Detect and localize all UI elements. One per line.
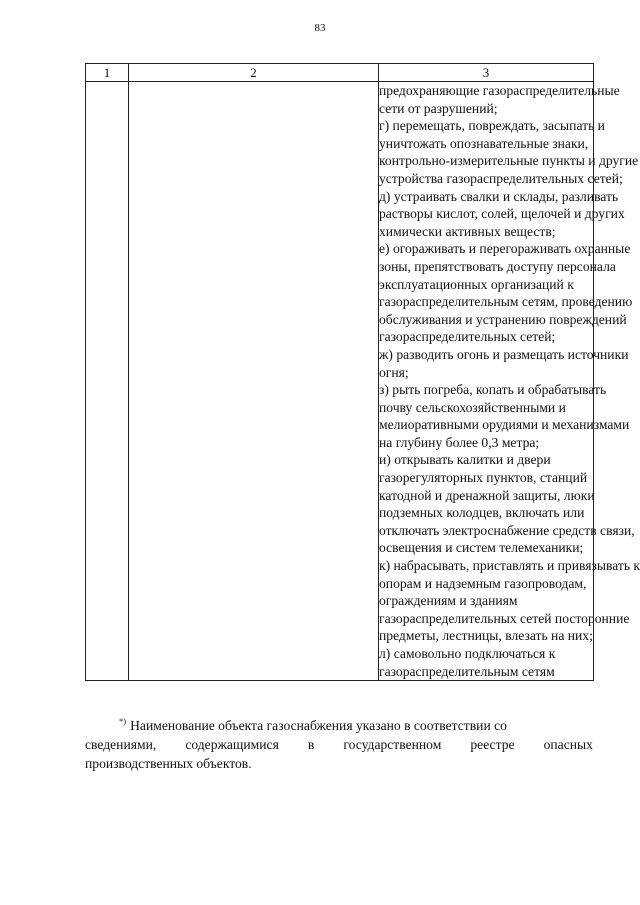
cell-text-line: газораспределительных сетей посторонние (379, 610, 630, 626)
column-header-3: 3 (379, 64, 594, 82)
footnote-word: содержащимися (185, 737, 279, 752)
cell-text-line: контрольно-измерительные пункты и другие (379, 153, 639, 169)
cell-text-line: газораспределительным сетям, проведению (379, 294, 633, 310)
footnote-word: реестре (470, 737, 515, 752)
footnote-word: опасных (543, 737, 593, 752)
cell-text-line: ограждениям и зданиям (379, 593, 518, 609)
footnote-text-1: Наименование объекта газоснабжения указано в соответствии со (130, 718, 507, 733)
cell-text-line: почву сельскохозяйственными и (379, 399, 566, 415)
table-cell-col2 (129, 82, 379, 681)
cell-text-line: огня; (379, 364, 409, 380)
cell-text-line: з) рыть погреба, копать и обрабатывать (379, 382, 607, 398)
cell-text-line: подземных колодцев, включать или (379, 505, 585, 521)
cell-text-line: зоны, препятствовать доступу персонала (379, 258, 616, 274)
cell-text-line: мелиоративными орудиями и механизмами (379, 417, 630, 433)
cell-text-line: газораспределительных сетей; (379, 329, 556, 345)
cell-text-line: газораспределительным сетям (379, 663, 555, 679)
footnote (85, 712, 593, 773)
footnote-word: сведениями, (85, 737, 157, 752)
cell-text-line: е) огораживать и перегораживать охранные (379, 241, 631, 257)
cell-text-line: д) устраивать свалки и склады, разливать (379, 188, 619, 204)
table-cell-col1 (86, 82, 129, 681)
footnote-word: государственном (343, 737, 442, 752)
cell-text-line: растворы кислот, солей, щелочей и других (379, 206, 625, 222)
cell-text-line: катодной и дренажной защиты, люки (379, 487, 595, 503)
cell-text-line: предметы, лестницы, влезать на них; (379, 628, 593, 644)
cell-text-line: на глубину более 0,3 метра; (379, 434, 540, 450)
footnote-word: в (307, 737, 315, 752)
column-header-2: 2 (129, 64, 379, 82)
cell-text-line: газорегуляторных пунктов, станций (379, 470, 588, 486)
cell-text-line: уничтожать опознавательные знаки, (379, 135, 589, 151)
cell-text-line: устройства газораспределительных сетей; (379, 170, 623, 186)
cell-text-line: предохраняющие газораспределительные (379, 83, 620, 98)
footnote-marker: *) (119, 716, 127, 726)
footnote-line-1 (85, 712, 593, 735)
table-cell-col3 (379, 82, 640, 681)
cell-text-line: и) открывать калитки и двери (379, 452, 551, 468)
cell-text-line: опорам и надземным газопроводам, (379, 575, 587, 591)
cell-text-line: г) перемещать, повреждать, засыпать и (379, 118, 605, 134)
footnote-line-3: производственных объектов. (85, 756, 252, 771)
footnote-line-2 (85, 735, 593, 754)
cell-text-line: ж) разводить огонь и размещать источники (379, 346, 629, 362)
page-number: 83 (314, 22, 326, 34)
cell-text-line: освещения и систем телемеханики; (379, 540, 584, 556)
cell-text-line: обслуживания и устранению повреждений (379, 311, 627, 327)
table-row (86, 82, 594, 681)
cell-text-line: эксплуатационных организаций к (379, 276, 574, 292)
cell-text-line: л) самовольно подключаться к (379, 646, 556, 661)
cell-text-line: сети от разрушений; (379, 100, 498, 116)
table-header-row (86, 64, 594, 82)
requirements-table (85, 63, 640, 681)
cell-text-line: к) набрасывать, приставлять и привязывать к (379, 558, 640, 574)
column-header-1: 1 (86, 64, 129, 82)
cell-text-line: отключать электроснабжение средств связи, (379, 522, 635, 538)
cell-text-line: химически активных веществ; (379, 223, 556, 239)
